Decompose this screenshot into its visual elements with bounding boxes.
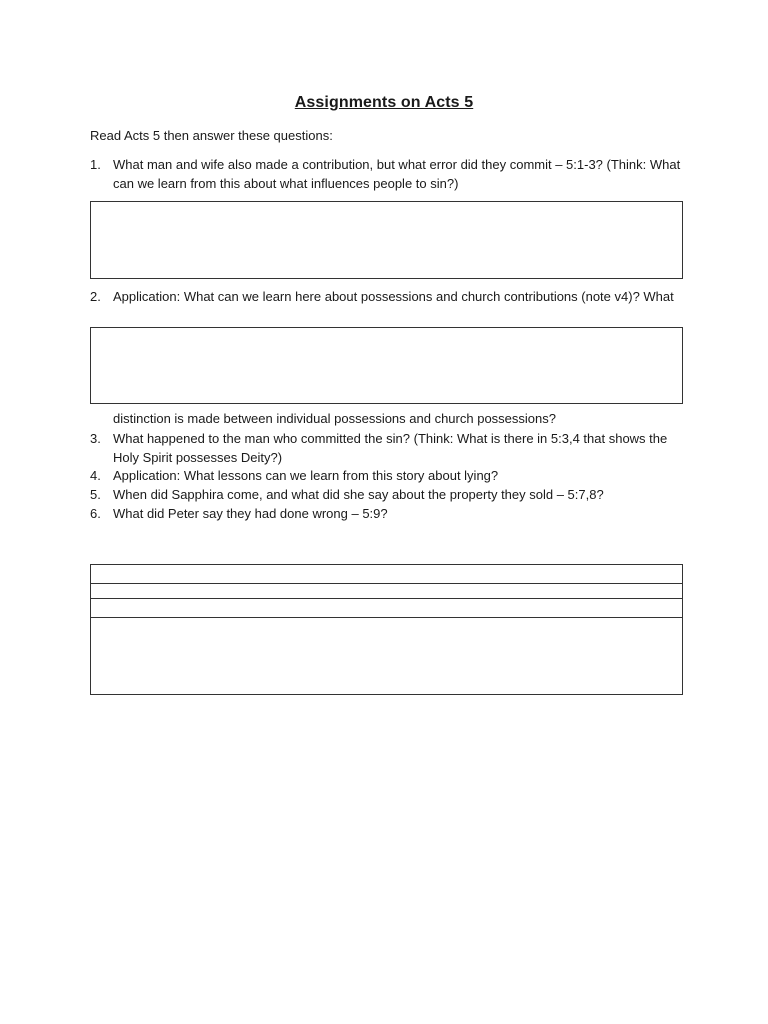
question-text: When did Sapphira come, and what did she say about the property they sold – 5:7,8? — [113, 487, 604, 502]
question-number: 5. — [90, 487, 101, 502]
answer-box-1[interactable] — [90, 201, 683, 279]
answer-divider — [90, 617, 683, 618]
question-6 — [90, 505, 690, 524]
question-3 — [90, 430, 690, 467]
question-number: 3. — [90, 431, 101, 446]
intro-text: Read Acts 5 then answer these questions: — [90, 128, 333, 143]
answer-box-2[interactable] — [90, 327, 683, 404]
question-text: What did Peter say they had done wrong – 5:9? — [113, 506, 388, 521]
question-5 — [90, 486, 690, 505]
question-text: Application: What lessons can we learn from this story about lying? — [113, 468, 499, 483]
answer-divider — [90, 598, 683, 599]
page-title: Assignments on Acts 5 — [294, 94, 474, 111]
answer-divider — [90, 583, 683, 584]
question-text: What happened to the man who committed the sin? (Think: What is there in 5:3,4 that shows the Holy Spirit possesses Deity?) — [113, 431, 668, 465]
question-4 — [90, 467, 690, 486]
question-1 — [90, 156, 690, 193]
question-number: 4. — [90, 468, 101, 483]
question-number: 1. — [90, 157, 101, 172]
question-text: Application: What can we learn here about possessions and church contributions (note v4)? What — [113, 289, 674, 304]
question-2 — [90, 288, 690, 307]
question-2-continuation: distinction is made between individual possessions and church possessions? — [113, 411, 556, 426]
question-number: 2. — [90, 289, 101, 304]
question-number: 6. — [90, 506, 101, 521]
question-text: What man and wife also made a contribution, but what error did they commit – 5:1-3? (Think: What can we learn from this about what influences people to sin?) — [113, 157, 681, 191]
